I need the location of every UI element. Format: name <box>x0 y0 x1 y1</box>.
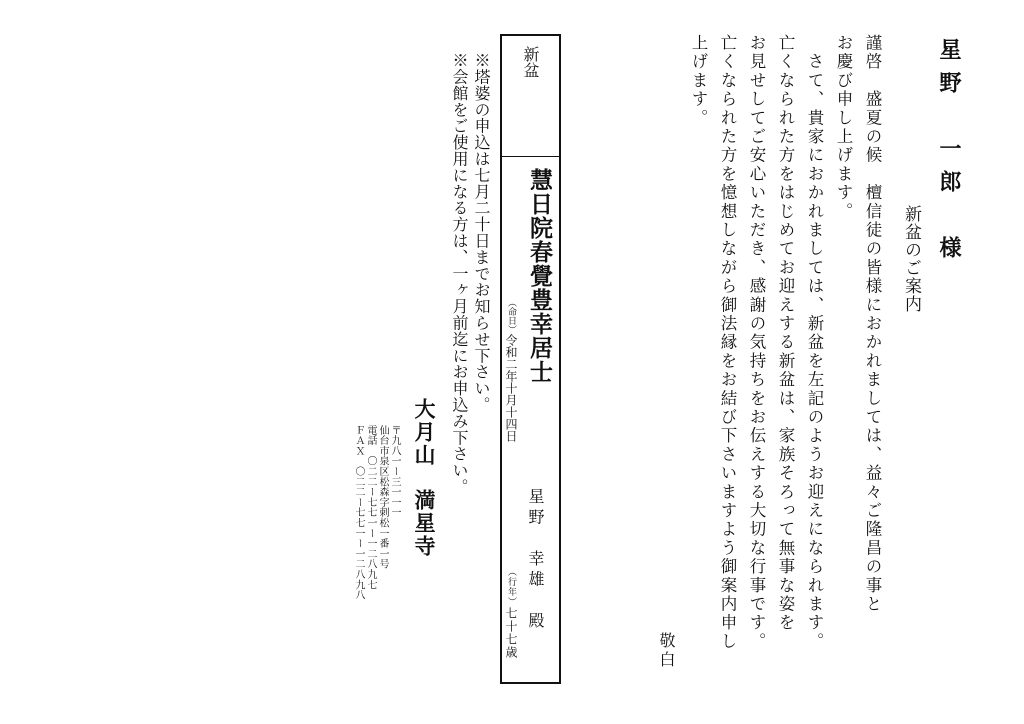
temple-mountain-name: 大月山 <box>412 398 437 467</box>
temple-address: 仙台市泉区松森字刺松一番一号 <box>377 425 388 570</box>
addressee: 星野 一郎 様 <box>936 38 962 258</box>
death-date <box>505 298 517 442</box>
temple-phone: 電話 〇二二ー七七一ー一二八九七 <box>365 425 376 590</box>
temple-name <box>414 398 435 558</box>
temple-contact <box>352 425 400 600</box>
age-at-death <box>505 567 517 659</box>
note-item: ※塔婆の申込は七月二十日までお知らせ下さい。 <box>472 52 491 413</box>
body-line: お慶び申し上げます。 <box>834 34 853 221</box>
body-line: お見せしてご安心いただき、感謝の気持ちをお伝えする大切な行事です。 <box>747 34 766 652</box>
posthumous-name: 慧日院春覺豊幸居士 <box>526 168 553 384</box>
temple-postal: 〒九八一ー三一一一 <box>389 425 400 518</box>
body-line: 上げます。 <box>689 34 708 128</box>
body-line: さて、貴家におかれましては、新盆を左記のようお迎えになられます。 <box>805 34 824 652</box>
body-line: 亡くなられた方をはじめてお迎えする新盆は、家族そろって無事な姿を <box>776 34 795 633</box>
memorial-label: 新盆 <box>521 46 540 78</box>
death-date-label: （命日） <box>506 298 516 334</box>
death-date-value: 令和二年十月十四日 <box>504 334 518 442</box>
body-line: 亡くなられた方を憶想しながら御法縁をお結び下さいますよう御案内申し <box>718 34 737 652</box>
note-item: ※会館をご使用になる方は、一ヶ月前迄にお申込み下さい。 <box>450 52 469 495</box>
letter-title: 新盆のご案内 <box>901 205 921 313</box>
temple-name-label: 満星寺 <box>412 489 437 558</box>
notes <box>448 52 492 495</box>
age-value: 七十七歳 <box>504 607 518 659</box>
age-label: （行年） <box>506 567 516 607</box>
box-divider <box>502 156 559 157</box>
letter-body <box>684 34 887 651</box>
closing: 敬白 <box>657 632 676 670</box>
deceased-name: 星野 幸雄 殿 <box>526 488 545 628</box>
body-line: 謹啓 盛夏の候 檀信徒の皆様におかれましては、益々ご隆昌の事と <box>863 34 882 614</box>
temple-fax: ＦＡＸ 〇二二ー七七一ー一二八九八 <box>353 425 364 601</box>
